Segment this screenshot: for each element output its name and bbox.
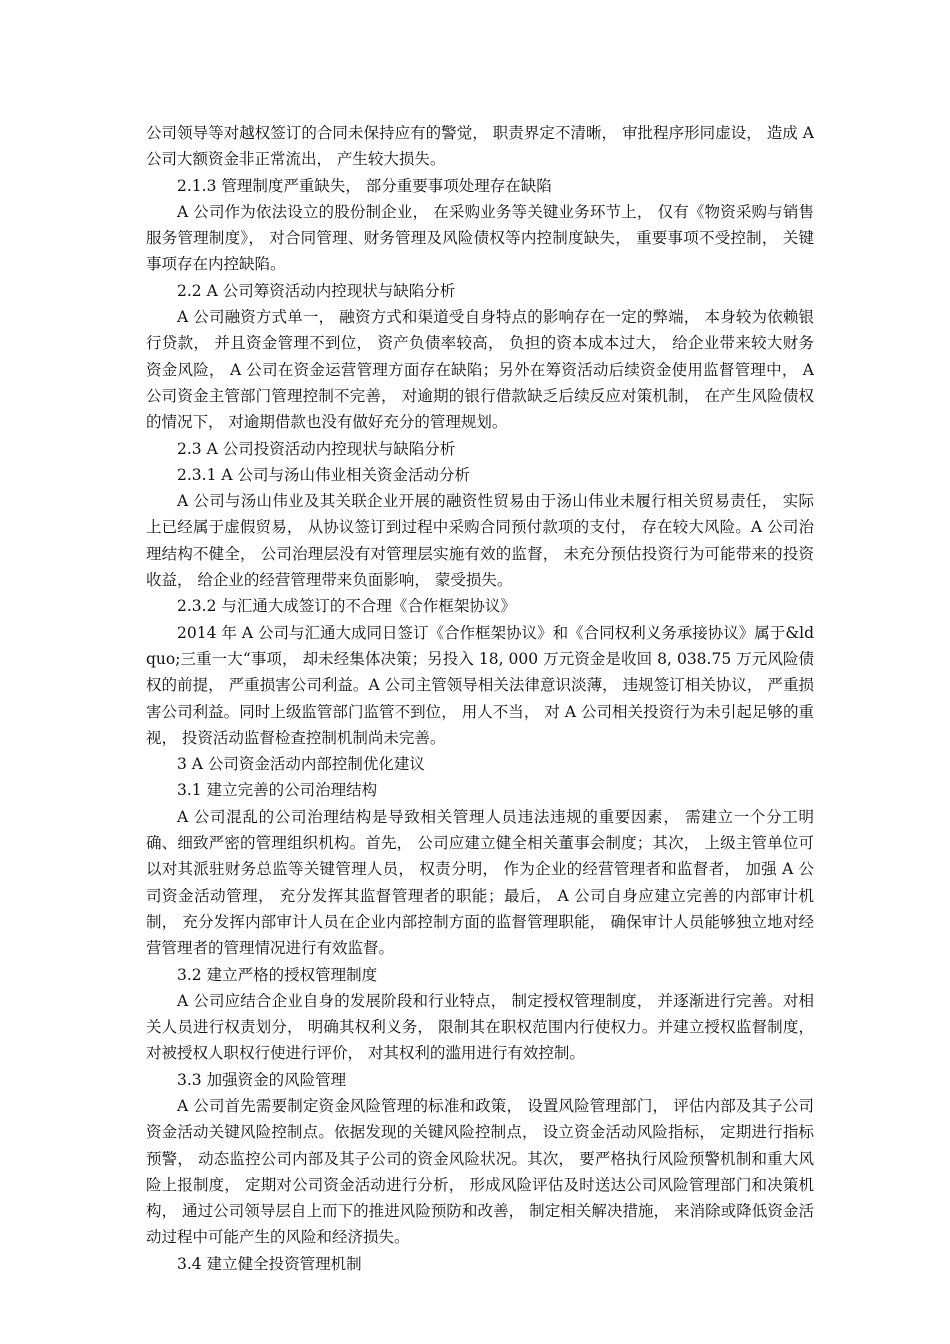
body-paragraph: A 公司应结合企业自身的发展阶段和行业特点， 制定授权管理制度， 并逐渐进行完善。对相关人员进行权责划分， 明确其权利义务， 限制其在职权范围内行使权力。并建立授权监督制度， 对被授权人职权行使进行评价， 对其权利的滥用进行有效控制。	[146, 991, 814, 1063]
body-paragraph: 2014 年 A 公司与汇通大成同日签订《合作框架协议》和《合同权利义务承接协议》属于&ldquo;三重一大“事项， 却未经集体决策；另投入 18, 000 万元资金是收回 8, 038.75 万元风险债权的前提， 严重损害公司利益。A 公司主管领导相关法律意识淡薄， 违规签订相关协议， 严重损害公司利益。同时上级监管部门监管不到位， 用人不当， 对 A 公司相关投资行为未引起足够的重视， 投资活动监督检查控制机制尚未完善。	[146, 623, 814, 747]
section-heading: 2.3 A 公司投资活动内控现状与缺陷分析	[177, 439, 456, 458]
body-paragraph: A 公司融资方式单一， 融资方式和渠道受自身特点的影响存在一定的弊端， 本身较为依赖银行贷款， 并且资金管理不到位， 资产负债率较高， 负担的资本成本过大， 给企业带来较大财务资金风险， A 公司在资金运营管理方面存在缺陷；另外在筹资活动后续资金使用监督管理中， A 公司资金主管部门管理控制不完善， 对逾期的银行借款缺乏后续反应对策机制， 在产生风险债权的情况下， 对逾期借款也没有做好充分的管理规划。	[146, 308, 814, 432]
section-heading: 3.4 建立健全投资管理机制	[177, 1254, 362, 1273]
body-paragraph: A 公司混乱的公司治理结构是导致相关管理人员违法违规的重要因素， 需建立一个分工明确、细致严密的管理组织机构。首先， 公司应建立健全相关董事会制度；其次， 上级主管单位可以对其派驻财务总监等关键管理人员， 权责分明， 作为企业的经营管理者和监督者， 加强 A 公司资金活动管理， 充分发挥其监督管理者的职能；最后， A 公司自身应建立完善的内部审计机制， 充分发挥内部审计人员在企业内部控制方面的监督管理职能， 确保审计人员能够独立地对经营管理者的管理情况进行有效监督。	[146, 807, 814, 958]
subsection-heading: 2.3.1 A 公司与汤山伟业相关资金活动分析	[177, 465, 470, 484]
section-heading: 2.2 A 公司筹资活动内控现状与缺陷分析	[177, 281, 456, 300]
section-heading: 3.3 加强资金的风险管理	[177, 1070, 347, 1089]
section-heading: 2.1.3 管理制度严重缺失， 部分重要事项处理存在缺陷	[177, 176, 552, 195]
body-paragraph: A 公司与汤山伟业及其关联企业开展的融资性贸易由于汤山伟业未履行相关贸易责任， 实际上已经属于虚假贸易， 从协议签订到过程中采购合同预付款项的支付， 存在较大风险。A 公司治理结构不健全， 公司治理层没有对管理层实施有效的监督， 未充分预估投资行为可能带来的投资收益， 给企业的经营管理带来负面影响， 蒙受损失。	[146, 492, 814, 590]
chapter-heading: 3 A 公司资金活动内部控制优化建议	[177, 755, 425, 774]
body-paragraph: A 公司作为依法设立的股份制企业， 在采购业务等关键业务环节上， 仅有《物资采购与销售服务管理制度》， 对合同管理、财务管理及风险债权等内控制度缺失， 重要事项不受控制， 关键事项存在内控缺陷。	[146, 202, 814, 274]
body-paragraph: A 公司首先需要制定资金风险管理的标准和政策， 设置风险管理部门， 评估内部及其子公司资金活动关键风险控制点。依据发现的关键风险控制点， 设立资金活动风险指标， 定期进行指标预警， 动态监控公司内部及其子公司的资金风险状况。其次， 要严格执行风险预警机制和重大风险上报制度， 定期对公司资金活动进行分析， 形成风险评估及时送达公司风险管理部门和决策机构， 通过公司领导层自上而下的推进风险预防和改善， 制定相关解决措施， 来消除或降低资金活动过程中可能产生的风险和经济损失。	[146, 1096, 814, 1247]
body-paragraph: 公司领导等对越权签订的合同未保持应有的警觉， 职责界定不清晰， 审批程序形同虚设， 造成 A 公司大额资金非正常流出， 产生较大损失。	[146, 124, 814, 169]
section-heading: 3.1 建立完善的公司治理结构	[177, 781, 378, 800]
subsection-heading: 2.3.2 与汇通大成签订的不合理《合作框架协议》	[177, 597, 516, 616]
section-heading: 3.2 建立严格的授权管理制度	[177, 965, 378, 984]
document-page	[146, 120, 814, 1277]
